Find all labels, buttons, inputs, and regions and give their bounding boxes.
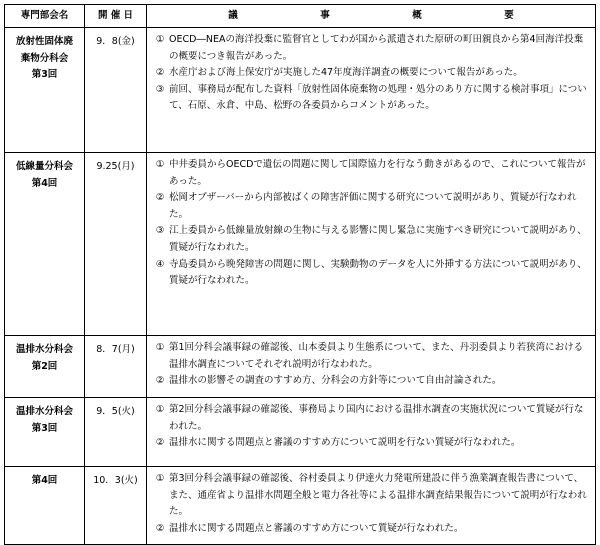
meeting-date-cell: 9．5(火) xyxy=(85,398,147,467)
committee-name-line: 低線量分科会 xyxy=(15,161,73,172)
item-number: ② xyxy=(155,437,165,449)
summary-cell xyxy=(147,398,596,467)
summary-item xyxy=(151,257,589,290)
header-summary-char: 議 xyxy=(228,9,238,21)
item-number: ④ xyxy=(155,258,165,270)
header-summary xyxy=(147,5,596,28)
meeting-date-cell: 9．8(金) xyxy=(85,28,147,153)
item-text: 寺島委員から晩発障害の問題に関し、実験動物のデータを人に外挿する方法について説明があり、質疑が行なわれた。 xyxy=(169,258,587,287)
summary-item xyxy=(151,373,589,390)
summary-cell xyxy=(147,467,596,545)
header-committee: 専門部会名 xyxy=(5,5,85,28)
table-row xyxy=(5,28,596,153)
meeting-date-cell: 10．3(火) xyxy=(85,467,147,545)
header-date: 開 催 日 xyxy=(85,5,147,28)
table-row xyxy=(5,398,596,467)
item-number: ① xyxy=(155,473,165,484)
item-number: ① xyxy=(155,404,165,415)
item-number: ② xyxy=(155,67,165,79)
summary-cell xyxy=(147,153,596,336)
item-text: 水産庁および海上保安庁が実施した47年度海洋調査の概要について報告があった。 xyxy=(169,67,523,79)
summary-item xyxy=(151,190,589,223)
summary-item xyxy=(151,157,589,190)
summary-item xyxy=(151,32,589,65)
committee-name-line: 放射性固体廃 xyxy=(15,36,73,47)
committee-name-line: 第3回 xyxy=(31,422,58,434)
item-number: ③ xyxy=(155,225,165,237)
summary-item xyxy=(151,471,589,521)
committee-name-line: 棄物分科会 xyxy=(20,52,69,64)
item-text: 中井委員からOECDで遺伝の問題に関して国際協力を行なう動きがあるので、これについて報告があった。 xyxy=(169,159,586,187)
item-number: ② xyxy=(155,522,165,534)
item-text: 第1回分科会議事録の確認後、山本委員より生態系について、また、丹羽委員より若狭湾における温排水調査についてそれぞれ説明が行なわれた。 xyxy=(169,342,584,370)
summary-item xyxy=(151,402,589,435)
item-number: ② xyxy=(155,192,165,204)
committee-name-line: 第2回 xyxy=(31,360,58,372)
item-text: OECD―NEAの海洋投棄に監督官としてわが国から派遣された原研の町田親良から第4回海洋投棄の概要につき報告があった。 xyxy=(169,34,584,62)
table-row xyxy=(5,336,596,398)
committee-name-line: 第3回 xyxy=(31,69,58,81)
item-number: ② xyxy=(155,375,165,387)
item-text: 松岡オブザーバーから内部被ばくの障害評価に関する研究について説明があり、質疑が行なわれた。 xyxy=(169,192,577,220)
item-text: 温排水の影響その調査のすすめ方、分科会の方針等について自由討論された。 xyxy=(169,375,502,387)
committee-name-line: 温排水分科会 xyxy=(15,344,73,355)
item-number: ① xyxy=(155,159,165,170)
summary-cell xyxy=(147,336,596,398)
item-text: 温排水に関する問題点と審議のすすめ方について説明を行ない質疑が行なわれた。 xyxy=(169,437,521,449)
item-number: ① xyxy=(155,34,165,45)
summary-item xyxy=(151,65,589,82)
item-number: ③ xyxy=(155,83,165,95)
header-summary-char: 事 xyxy=(320,9,330,21)
header-summary-char: 概 xyxy=(412,9,422,21)
committee-name-line: 第4回 xyxy=(31,475,58,486)
committee-name-cell xyxy=(5,28,85,153)
committee-name-line: 第4回 xyxy=(31,177,58,189)
meeting-date-cell: 8．7(月) xyxy=(85,336,147,398)
summary-item xyxy=(151,223,589,256)
meeting-summary-table xyxy=(4,4,596,545)
summary-item xyxy=(151,521,589,538)
item-text: 前回、事務局が配布した資料「放射性固体廃棄物の処理・処分のあり方に関する検討事項」について、石原、永倉、中島、松野の各委員からコメントがあった。 xyxy=(169,83,587,112)
committee-name-cell xyxy=(5,153,85,336)
committee-name-line: 温排水分科会 xyxy=(15,406,73,417)
table-row xyxy=(5,153,596,336)
item-text: 第2回分科会議事録の確認後、事務局より国内における温排水調査の実施状況について質疑が行なわれた。 xyxy=(169,404,584,432)
table-row xyxy=(5,467,596,545)
item-text: 温排水に関する問題点と審議のすすめ方について質疑が行なわれた。 xyxy=(169,522,464,534)
header-row xyxy=(5,5,596,28)
summary-item xyxy=(151,340,589,373)
item-text: 江上委員から低線量放射線の生物に与える影響に関し緊急に実施すべき研究について説明があり、質疑が行なわれた。 xyxy=(169,225,587,253)
committee-name-cell xyxy=(5,467,85,545)
header-summary-char: 要 xyxy=(504,9,514,21)
item-number: ① xyxy=(155,342,165,353)
item-text: 第3回分科会議事録の確認後、谷村委員より伊達火力発電所建設に伴う漁業調査報告書について、また、通産省より温排水問題全般と電力各社等による温排水調査結果報告について説明が行なわれた。 xyxy=(169,473,587,518)
summary-item xyxy=(151,82,589,115)
summary-item xyxy=(151,435,589,452)
committee-name-cell xyxy=(5,336,85,398)
summary-cell xyxy=(147,28,596,153)
meeting-date-cell: 9.25(月) xyxy=(85,153,147,336)
committee-name-cell xyxy=(5,398,85,467)
